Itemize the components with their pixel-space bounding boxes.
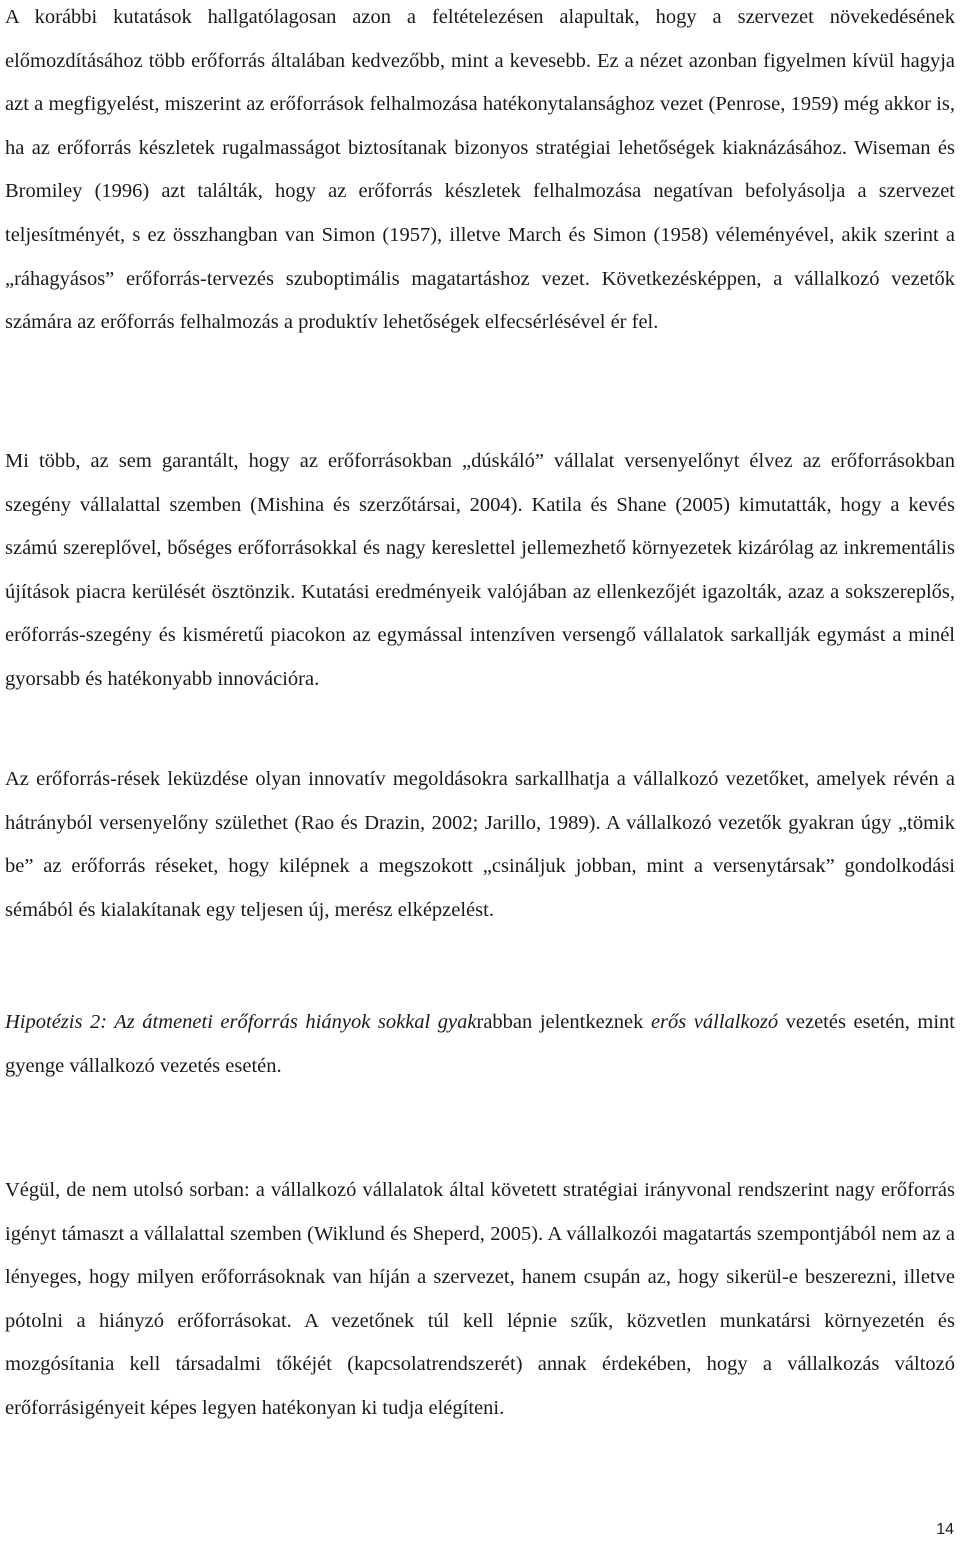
- hypothesis-2: [5, 1001, 955, 1088]
- paragraph-resource-rich-firms: Mi több, az sem garantált, hogy az erőforrásokban „dúskáló” vállalat versenyelőnyt élvez az erőforrásokban szegény vállalattal szemben (Mishina és szerzőtársai, 2004). Katila és Shane (2005) kimutatták, hogy a kevés számú szereplővel, bőséges erőforrásokkal és nagy kereslettel jellemezhető környezetek kizárólag az inkrementális újítások piacra kerülését ösztönzik. Kutatási eredményeik valójában az ellenkezőjét igazolták, azaz a sokszereplős, erőforrás-szegény és kisméretű piacokon az egymással intenzíven versengő vállalatok sarkallják egymást a minél gyorsabb és hatékonyabb innovációra.: [5, 450, 955, 690]
- page-number: 14: [936, 1521, 954, 1538]
- paragraph-resource-gaps: Az erőforrás-rések leküzdése olyan innovatív megoldásokra sarkallhatja a vállalkozó vezetőket, amelyek révén a hátrányból versenyelőny születhet (Rao és Drazin, 2002; Jarillo, 1989). A vállalkozó vezetők gyakran úgy „tömik be” az erőforrás réseket, hogy kilépnek a megszokott „csináljuk jobban, mint a versenytársak” gondolkodási sémából és kialakítanak egy teljesen új, merész elképzelést.: [5, 768, 955, 921]
- paragraph-resource-accumulation: A korábbi kutatások hallgatólagosan azon a feltételezésen alapultak, hogy a szervezet növekedésének előmozdításához több erőforrás általában kedvezőbb, mint a kevesebb. Ez a nézet azonban figyelmen kívül hagyja azt a megfigyelést, miszerint az erőforrások felhalmozása hatékonytalansághoz vezet (Penrose, 1959) még akkor is, ha az erőforrás készletek rugalmasságot biztosítanak bizonyos stratégiai lehetőségek kiaknázásához. Wiseman és Bromiley (1996) azt találták, hogy az erőforrás készletek felhalmozása negatívan befolyásolja a szervezet teljesítményét, s ez összhangban van Simon (1957), illetve March és Simon (1958) véleményével, akik szerint a „ráhagyásos” erőforrás-tervezés szuboptimális magatartáshoz vezet. Következésképpen, a vállalkozó vezetők számára az erőforrás felhalmozás a produktív lehetőségek elfecsérlésével ér fel.: [5, 6, 955, 334]
- paragraph-strategic-orientation: Végül, de nem utolsó sorban: a vállalkozó vállalatok által követett stratégiai irányvonal rendszerint nagy erőforrás igényt támaszt a vállalattal szemben (Wiklund és Sheperd, 2005). A vállalkozói magatartás szempontjából nem az a lényeges, hogy milyen erőforrásoknak van híján a szervezet, hanem csupán az, hogy sikerül-e beszerezni, illetve pótolni a hiányzó erőforrásokat. A vezetőnek túl kell lépnie szűk, közvetlen munkatársi környezetén és mozgósítania kell társadalmi tőkéjét (kapcsolatrendszerét) annak érdekében, hogy a vállalkozás változó erőforrásigényeit képes legyen hatékonyan ki tudja elégíteni.: [5, 1179, 955, 1419]
- hypothesis-part-2: rabban jelentkeznek: [476, 1011, 651, 1033]
- hypothesis-italic-part-1: Hipotézis 2: Az átmeneti erőforrás hiányok sokkal gyak: [5, 1011, 477, 1033]
- hypothesis-italic-part-3: erős vállalkozó: [650, 1011, 779, 1033]
- hypothesis-part-4: vezetés esetén, mint gyenge vállalkozó vezetés esetén.: [5, 1011, 955, 1077]
